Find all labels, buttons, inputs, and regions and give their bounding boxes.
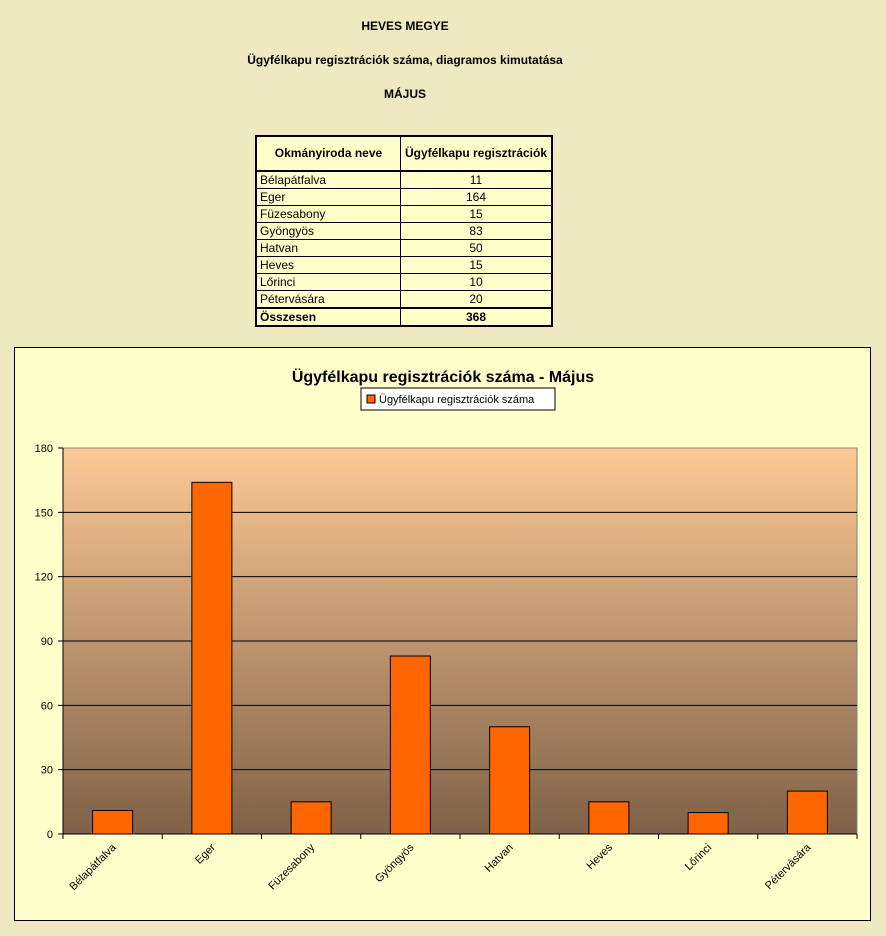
office-name-cell: Eger: [256, 189, 401, 206]
y-tick-label: 30: [40, 764, 53, 777]
registrations-cell: 20: [401, 291, 553, 309]
bar-1: [93, 810, 133, 834]
y-tick-label: 90: [40, 636, 53, 648]
table-total-row: [256, 308, 552, 326]
column-header-office: Okmányiroda neve: [256, 136, 401, 171]
bar-8: [787, 791, 827, 834]
x-category-label: Pétervására: [763, 841, 814, 893]
office-name-cell: Füzesabony: [256, 206, 401, 223]
x-category-label: Heves: [584, 841, 615, 873]
table-row: [256, 291, 552, 309]
legend-label: Ügyfélkapu regisztrációk száma: [379, 394, 535, 406]
registrations-cell: 164: [401, 189, 553, 206]
month-title: MÁJUS: [383, 87, 426, 101]
registrations-cell: 50: [401, 240, 553, 257]
bar-4: [390, 656, 430, 834]
x-category-label: Lőrinci: [682, 841, 715, 874]
table-row: [256, 189, 552, 206]
report-subtitle: Ügyfélkapu regisztrációk száma, diagramos kimutatása: [247, 53, 563, 67]
office-name-cell: Gyöngyös: [256, 223, 401, 240]
table-row: [256, 274, 552, 291]
bar-3: [291, 802, 331, 834]
y-tick-label: 0: [46, 829, 53, 841]
total-value-cell: 368: [401, 308, 553, 326]
x-category-label: Füzesabony: [266, 841, 318, 893]
table-row: [256, 240, 552, 257]
legend-swatch: [367, 395, 375, 403]
registrations-cell: 83: [401, 223, 553, 240]
chart-title: Ügyfélkapu regisztrációk száma - Május: [291, 369, 595, 386]
y-tick-label: 180: [34, 443, 53, 455]
table-row: [256, 257, 552, 274]
bar-7: [688, 813, 728, 834]
bar-chart: [14, 347, 871, 921]
office-name-cell: Lőrinci: [256, 274, 401, 291]
registrations-cell: 11: [401, 171, 553, 189]
office-name-cell: Bélapátfalva: [256, 171, 401, 189]
column-header-registrations: Ügyfélkapu regisztrációk: [401, 136, 553, 171]
registrations-cell: 15: [401, 206, 553, 223]
table-row: [256, 206, 552, 223]
y-tick-label: 120: [34, 571, 53, 584]
table-row: [256, 223, 552, 240]
total-label-cell: Összesen: [256, 308, 401, 326]
x-category-label: Eger: [193, 841, 218, 867]
bar-6: [589, 802, 629, 834]
table-header-row: [256, 136, 552, 171]
office-name-cell: Hatvan: [256, 240, 401, 257]
registrations-cell: 10: [401, 274, 553, 291]
x-category-label: Hatvan: [482, 841, 516, 875]
county-title: HEVES MEGYE: [361, 19, 449, 33]
office-name-cell: Heves: [256, 257, 401, 274]
table-row: [256, 171, 552, 189]
summary-table: [255, 135, 553, 327]
registrations-cell: 15: [401, 257, 553, 274]
bar-2: [192, 482, 232, 834]
y-tick-label: 150: [34, 507, 53, 520]
x-category-label: Gyöngyös: [372, 841, 417, 886]
y-tick-label: 60: [40, 700, 53, 713]
chart-svg: [15, 348, 870, 920]
office-name-cell: Pétervására: [256, 291, 401, 309]
bar-5: [490, 727, 530, 834]
x-category-label: Bélapátfalva: [67, 841, 119, 893]
